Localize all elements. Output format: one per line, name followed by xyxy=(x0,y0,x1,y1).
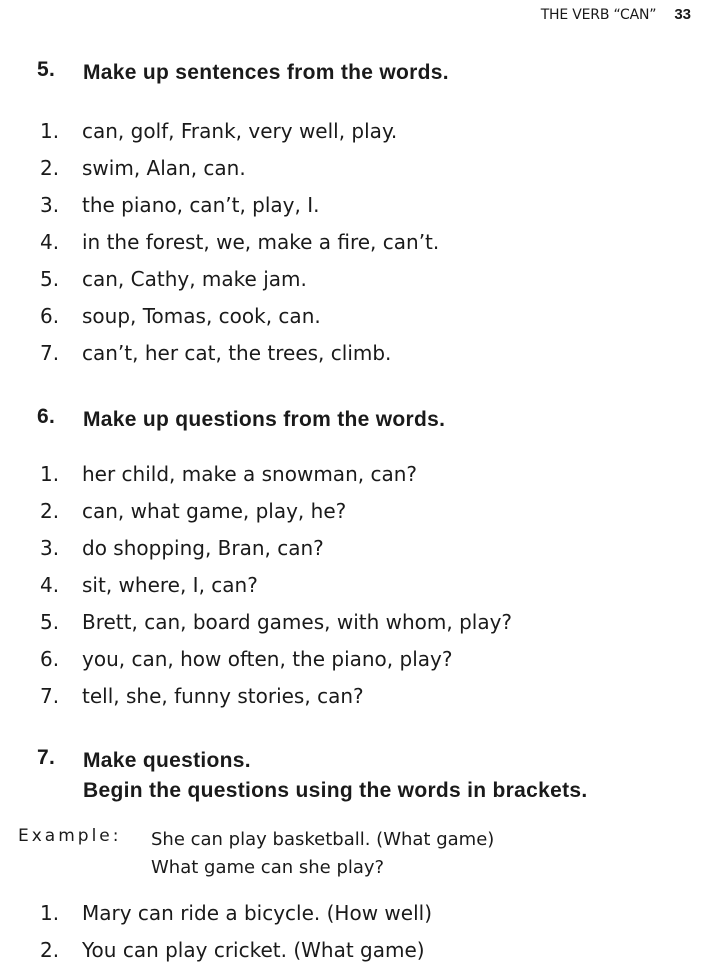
item-number: 1. xyxy=(40,118,60,143)
example-label: Example: xyxy=(18,826,122,846)
chapter-title: THE VERB “CAN” xyxy=(540,7,657,23)
exercise-number: 6. xyxy=(37,405,56,428)
item-text: can’t, her cat, the trees, climb. xyxy=(82,340,392,365)
item-text: can, Cathy, make jam. xyxy=(82,266,307,291)
list-item xyxy=(40,297,439,334)
item-text: the piano, can’t, play, I. xyxy=(82,192,320,217)
item-number: 5. xyxy=(40,609,60,634)
item-text: tell, she, funny stories, can? xyxy=(82,683,364,708)
exercise-5-list xyxy=(40,112,439,371)
list-item xyxy=(40,223,439,260)
list-item xyxy=(40,149,439,186)
item-number: 6. xyxy=(40,303,60,328)
list-item xyxy=(40,260,439,297)
exercise-instruction: Make questions. xyxy=(83,749,251,772)
item-text: Mary can ride a bicycle. (How well) xyxy=(82,900,432,925)
item-text: You can play cricket. (What game) xyxy=(82,937,425,962)
list-item xyxy=(40,640,512,677)
item-text: Brett, can, board games, with whom, play? xyxy=(82,609,513,634)
page-header xyxy=(541,6,691,23)
list-item xyxy=(40,492,512,529)
item-number: 1. xyxy=(40,900,60,925)
item-text: sit, where, I, can? xyxy=(82,572,258,597)
item-number: 4. xyxy=(40,229,60,254)
list-item xyxy=(40,931,432,968)
list-item xyxy=(40,677,512,714)
item-text: swim, Alan, can. xyxy=(82,155,246,180)
item-number: 7. xyxy=(40,340,60,365)
item-text: you, can, how often, the piano, play? xyxy=(82,646,453,671)
list-item xyxy=(40,566,512,603)
item-number: 6. xyxy=(40,646,60,671)
item-number: 4. xyxy=(40,572,60,597)
exercise-number: 7. xyxy=(37,746,56,769)
exercise-instruction: Begin the questions using the words in brackets. xyxy=(83,779,588,802)
item-number: 1. xyxy=(40,461,60,486)
item-text: can, golf, Frank, very well, play. xyxy=(82,118,398,143)
exercise-number: 5. xyxy=(37,58,56,81)
exercise-7-list xyxy=(40,894,432,968)
list-item xyxy=(40,894,432,931)
list-item xyxy=(40,529,512,566)
exercise-7-title xyxy=(37,746,587,806)
item-number: 2. xyxy=(40,498,60,523)
list-item xyxy=(40,186,439,223)
item-number: 3. xyxy=(40,535,60,560)
list-item xyxy=(40,334,439,371)
example-answer: What game can she play? xyxy=(151,857,385,878)
item-number: 2. xyxy=(40,937,60,962)
exercise-6-list xyxy=(40,455,512,714)
example-sentence: She can play basketball. (What game) xyxy=(151,829,495,850)
exercise-6-title xyxy=(37,405,445,435)
exercise-5-title xyxy=(37,58,449,88)
item-text: soup, Tomas, cook, can. xyxy=(82,303,321,328)
list-item xyxy=(40,455,512,492)
exercise-instruction: Make up questions from the words. xyxy=(83,408,446,431)
item-text: do shopping, Bran, can? xyxy=(82,535,324,560)
list-item xyxy=(40,112,439,149)
item-text: in the forest, we, make a fire, can’t. xyxy=(82,229,440,254)
item-number: 5. xyxy=(40,266,60,291)
item-number: 7. xyxy=(40,683,60,708)
list-item xyxy=(40,603,512,640)
page-number: 33 xyxy=(674,6,691,23)
item-number: 3. xyxy=(40,192,60,217)
exercise-instruction: Make up sentences from the words. xyxy=(83,61,449,84)
item-number: 2. xyxy=(40,155,60,180)
item-text: her child, make a snowman, can? xyxy=(82,461,417,486)
example-block xyxy=(18,826,494,882)
item-text: can, what game, play, he? xyxy=(82,498,347,523)
